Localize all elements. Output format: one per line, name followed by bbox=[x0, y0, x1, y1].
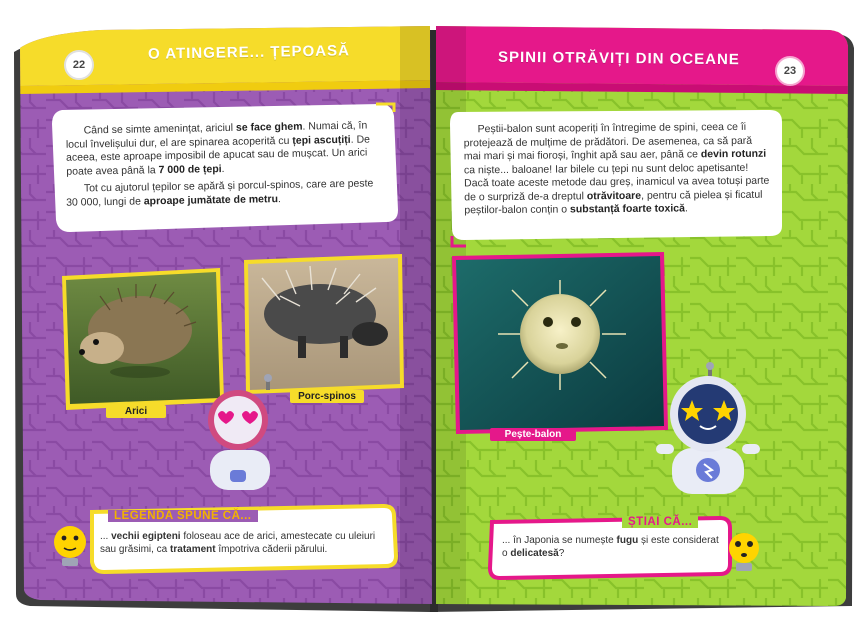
text-run: aproape jumătate de metru bbox=[143, 192, 279, 207]
text-run: ? bbox=[558, 548, 565, 559]
text-run: și este considerat o bbox=[502, 535, 719, 559]
text-run: delicatesă bbox=[510, 548, 559, 559]
text-run: vechii egipteni bbox=[111, 531, 181, 542]
text-run: devin rotunzi bbox=[700, 147, 767, 161]
text-run: foloseau ace de arici, amestecate cu uleiuri sau grăsimi, ca bbox=[100, 531, 376, 555]
porcupine-caption: Porc-spinos bbox=[290, 390, 364, 403]
text-run: . bbox=[221, 162, 225, 175]
right-page-number: 23 bbox=[775, 56, 805, 86]
legend-title: LEGENDA SPUNE CĂ... bbox=[108, 510, 258, 522]
porcupine-photo bbox=[244, 254, 404, 394]
text-run: tratament bbox=[170, 544, 216, 555]
text-run: . bbox=[684, 202, 688, 215]
left-paragraph-2 bbox=[66, 177, 384, 210]
text-run: țepi ascuțiți bbox=[292, 133, 351, 147]
text-run: ca niște... baloane! Iar bilele cu țepi nu sunt deloc apetisante! Dacă toate aceste metode dau greș, inamicul va avea totuși parte de o surpriză de-a dreptul bbox=[463, 161, 770, 203]
text-run: Tot cu ajutorul țepilor se apără și porcul-spinos, care are peste 30 000, lungi de bbox=[66, 177, 374, 209]
legend-text bbox=[100, 530, 388, 556]
text-run: otrăvitoare bbox=[586, 189, 642, 202]
text-run: ... în Japonia se numește bbox=[502, 535, 617, 546]
text-run: . De aceea, este aproape imposibil de apucat sau de mușcat. Un arici poate avea până la bbox=[66, 132, 371, 178]
text-run: . Numai că, în locul învelișului dur, el are spinarea acoperită cu bbox=[65, 119, 368, 151]
text-run: Când se simte amenințat, ariciul bbox=[83, 121, 237, 137]
hedgehog-photo bbox=[62, 268, 224, 410]
text-run: împotriva căderii părului. bbox=[215, 544, 328, 555]
fact-text bbox=[502, 534, 722, 560]
pufferfish-caption: Pește-balon bbox=[490, 428, 576, 441]
text-run: , pentru că pielea și ficatul peștilor-balon conțin o bbox=[464, 188, 763, 217]
right-paragraph bbox=[464, 121, 771, 218]
text-run: 7 000 de țepi bbox=[158, 162, 222, 176]
left-paragraph-1 bbox=[66, 119, 385, 179]
text-run: se face ghem bbox=[235, 120, 303, 134]
text-run: Peștii-balon sunt acoperiți în întregime de spini, ceea ce îi protejează de mulțime de prădători. De asemenea, ca să pară mai mari și mai fioroși, înghit apă sau aer, până ce bbox=[463, 120, 753, 163]
text-run: fugu bbox=[616, 535, 639, 546]
hedgehog-caption: Arici bbox=[106, 405, 166, 418]
text-run: ... bbox=[100, 531, 112, 542]
left-page-title: O ATINGERE... ȚEPOASĂ bbox=[147, 42, 350, 63]
text-run: substanță foarte toxică bbox=[569, 202, 686, 216]
left-page-number: 22 bbox=[64, 50, 94, 80]
right-page-title: SPINII OTRĂVIȚI DIN OCEANE bbox=[497, 48, 740, 69]
fact-title: ȘTIAI CĂ... bbox=[622, 516, 698, 528]
pufferfish-photo bbox=[452, 252, 668, 434]
text-run: . bbox=[277, 192, 281, 205]
